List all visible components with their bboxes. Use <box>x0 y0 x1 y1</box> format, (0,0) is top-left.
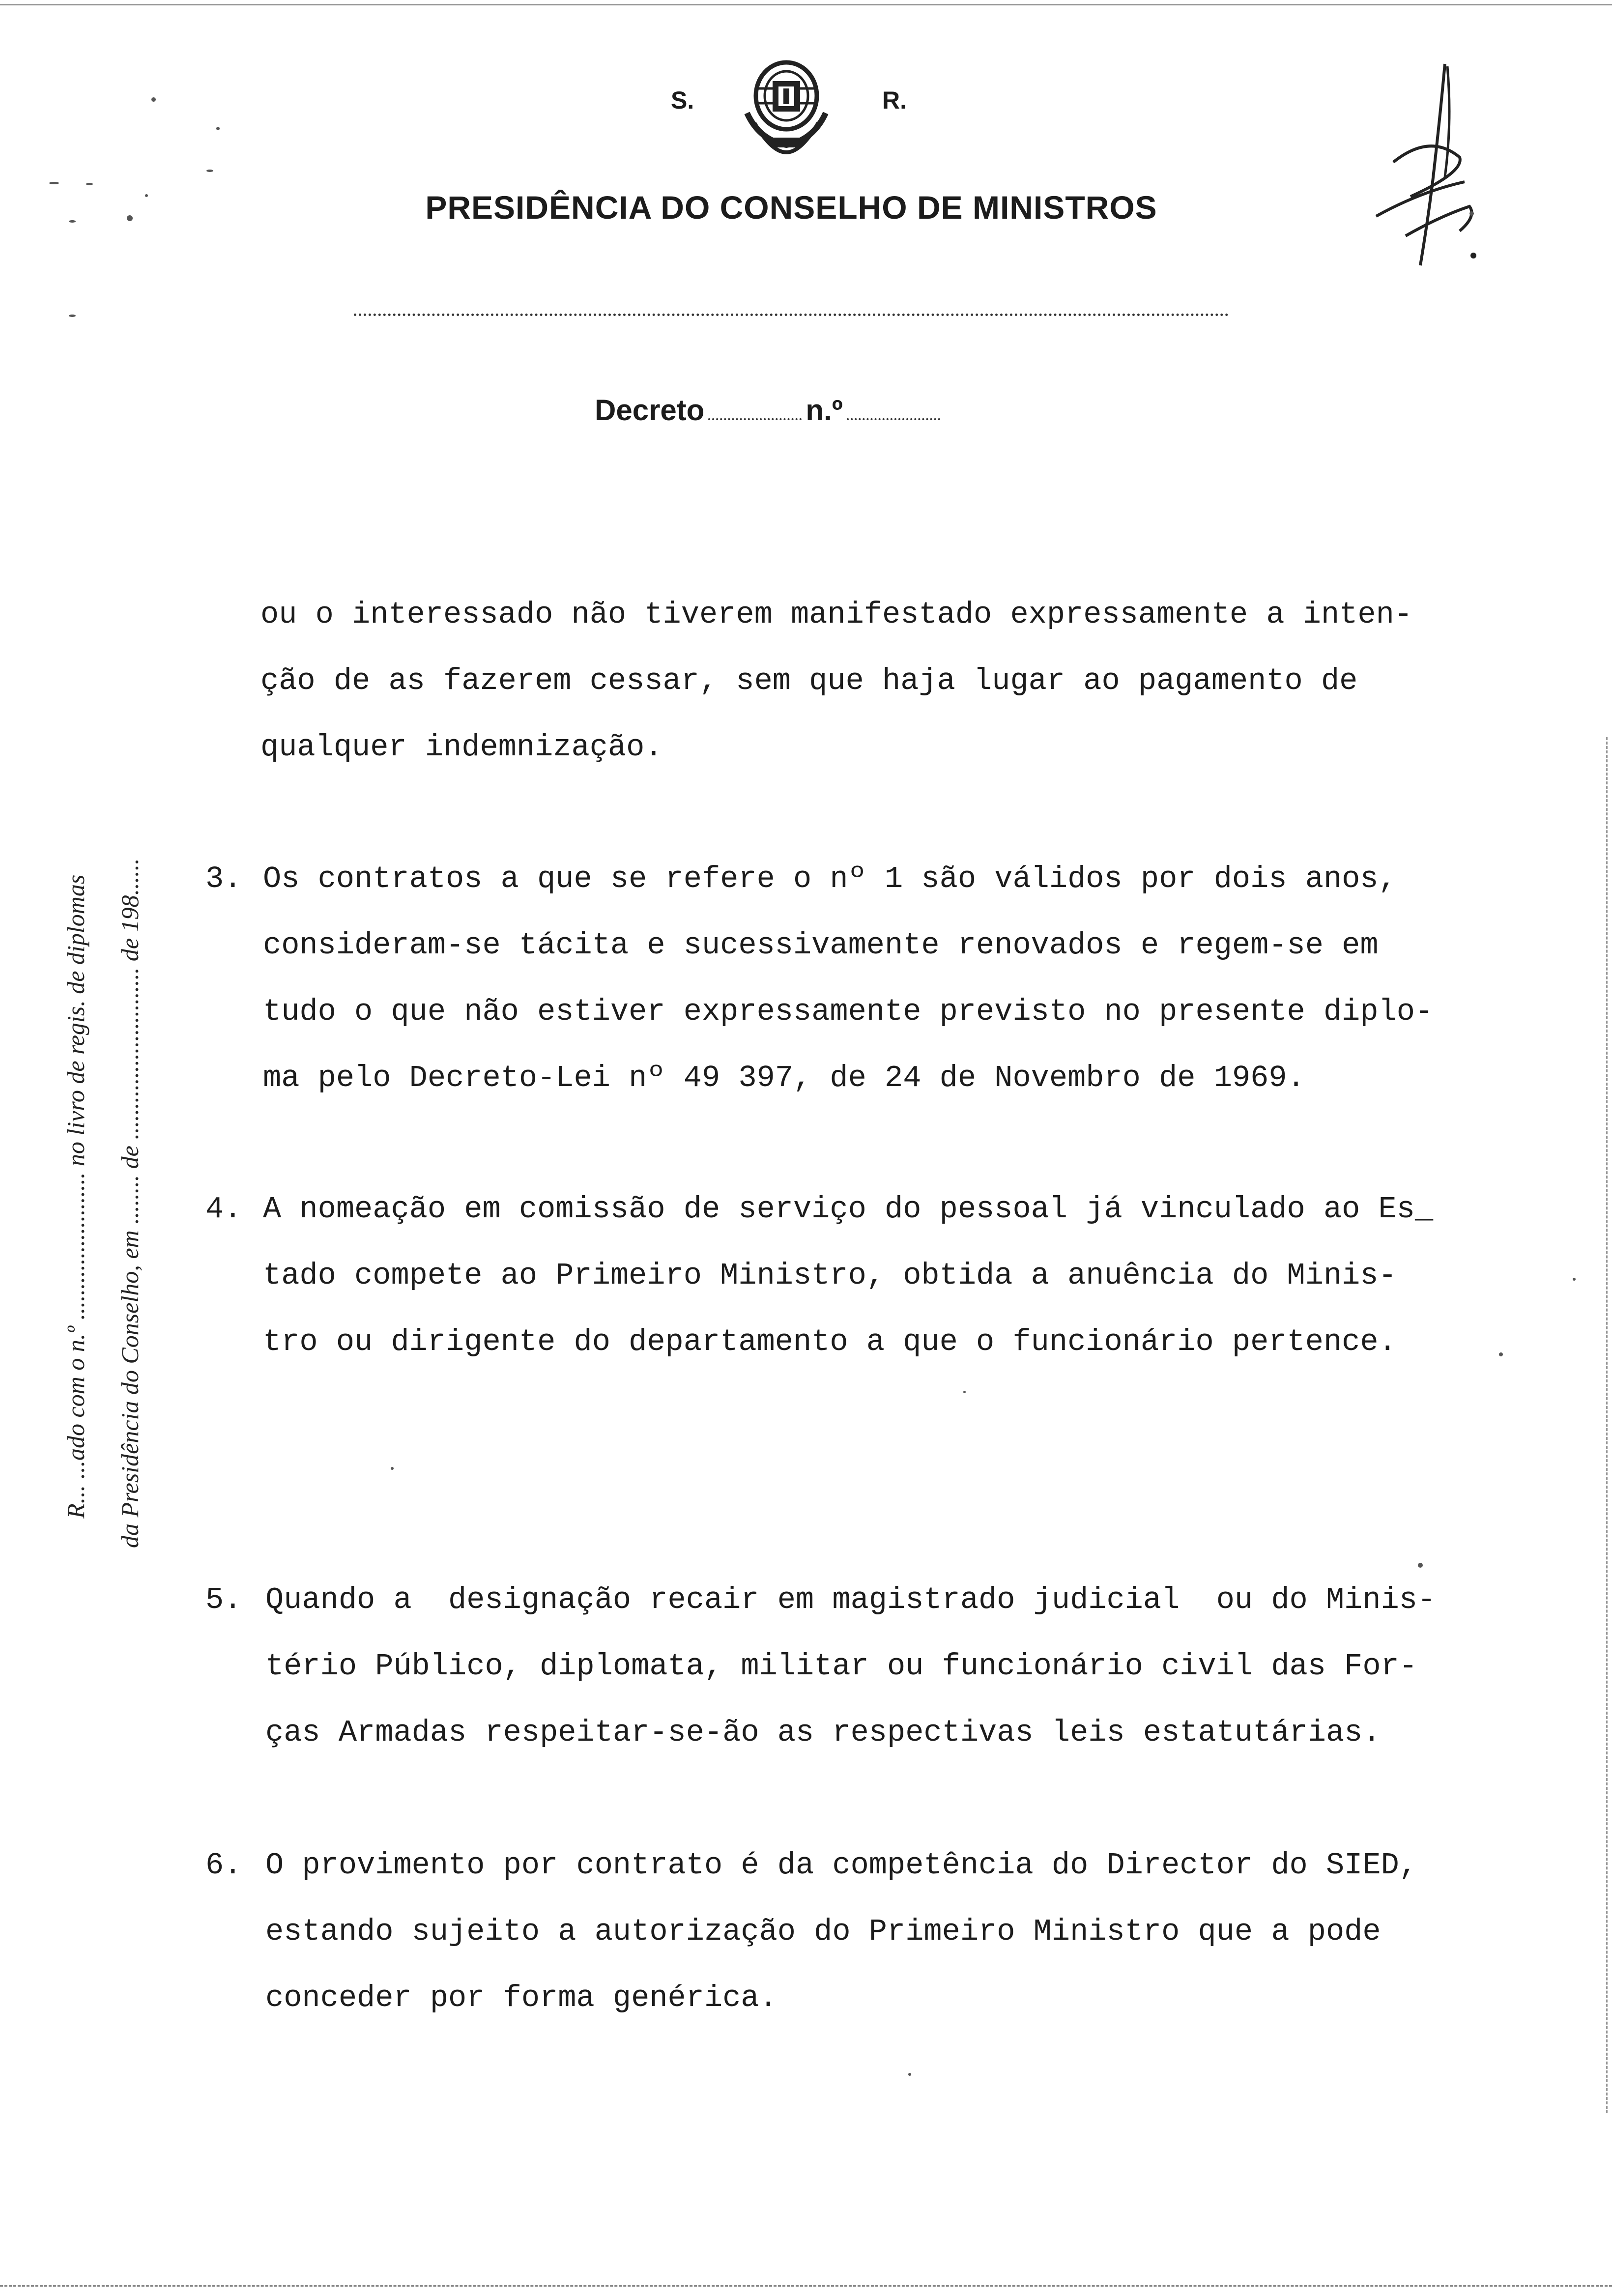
scan-speck <box>206 170 213 172</box>
scan-speck <box>151 97 156 102</box>
paragraph-number: 3. <box>205 861 242 896</box>
scan-speck <box>1469 211 1474 216</box>
header-letter-r: R. <box>882 86 907 114</box>
scan-speck <box>216 127 220 130</box>
text-line: tro ou dirigente do departamento a que o funcionário pertence. <box>263 1324 1397 1359</box>
coat-of-arms-icon <box>737 54 835 157</box>
paragraph-number: 6. <box>205 1848 242 1883</box>
text-line: Quando a designação recair em magistrado judicial ou do Minis- <box>265 1582 1436 1617</box>
scan-speck <box>69 220 76 223</box>
decree-number-label: n.º <box>806 394 843 427</box>
scan-speck <box>1573 1278 1576 1281</box>
scan-speck <box>127 215 133 221</box>
text-line: conceder por forma genérica. <box>265 1980 777 2015</box>
text-line: tudo o que não estiver expressamente previsto no presente diplo- <box>263 994 1434 1029</box>
scan-edge-top <box>0 4 1612 5</box>
scan-speck <box>145 194 148 197</box>
header-dotted-rule <box>354 314 1229 316</box>
decree-label: Decreto <box>595 394 705 427</box>
text-line: consideram-se tácita e sucessivamente renovados e regem-se em <box>263 928 1379 963</box>
decree-number-blank <box>847 399 940 420</box>
scan-edge-bottom <box>0 2285 1612 2287</box>
department-title: PRESIDÊNCIA DO CONSELHO DE MINISTROS <box>425 189 1157 226</box>
text-line: ção de as fazerem cessar, sem que haja lugar ao pagamento de <box>260 663 1358 698</box>
handwritten-signature <box>1347 59 1484 275</box>
scan-speck <box>1499 1352 1503 1356</box>
decree-heading <box>595 393 940 427</box>
scan-speck <box>86 183 93 185</box>
scan-edge-right <box>1606 737 1608 2113</box>
scan-speck <box>963 1391 966 1393</box>
text-line: qualquer indemnização. <box>260 730 663 765</box>
scan-speck <box>1418 1563 1423 1568</box>
text-line: O provimento por contrato é da competência do Director do SIED, <box>265 1848 1417 1883</box>
text-line: ou o interessado não tiverem manifestado expressamente a inten- <box>260 597 1412 632</box>
scan-speck <box>49 182 59 184</box>
decree-type-blank <box>708 399 802 420</box>
text-line: ma pelo Decreto-Lei nº 49 397, de 24 de Novembro de 1969. <box>263 1061 1305 1095</box>
text-line: Os contratos a que se refere o nº 1 são válidos por dois anos, <box>263 861 1397 896</box>
text-line: tado compete ao Primeiro Ministro, obtida a anuência do Minis- <box>263 1258 1397 1293</box>
text-line: tério Público, diplomata, militar ou funcionário civil das For- <box>265 1649 1417 1684</box>
text-line: estando sujeito a autorização do Primeiro Ministro que a pode <box>265 1914 1381 1949</box>
scan-speck <box>908 2073 911 2076</box>
scan-speck <box>391 1467 394 1470</box>
header-letter-s: S. <box>671 86 694 114</box>
text-line: ças Armadas respeitar-se-ão as respectivas leis estatutárias. <box>265 1715 1381 1750</box>
margin-registration-note-line-1: R... ...ado com o n.º ........................ no livro de regis. de diplomas <box>62 874 89 1519</box>
paragraph-number: 4. <box>205 1192 242 1227</box>
text-line: A nomeação em comissão de serviço do pessoal já vinculado ao Es_ <box>263 1192 1434 1227</box>
paragraph-number: 5. <box>205 1582 242 1617</box>
scan-speck <box>69 315 76 317</box>
margin-registration-note-line-2: da Presidência do Conselho, em ........ de ............................ de 198...... <box>116 858 144 1548</box>
